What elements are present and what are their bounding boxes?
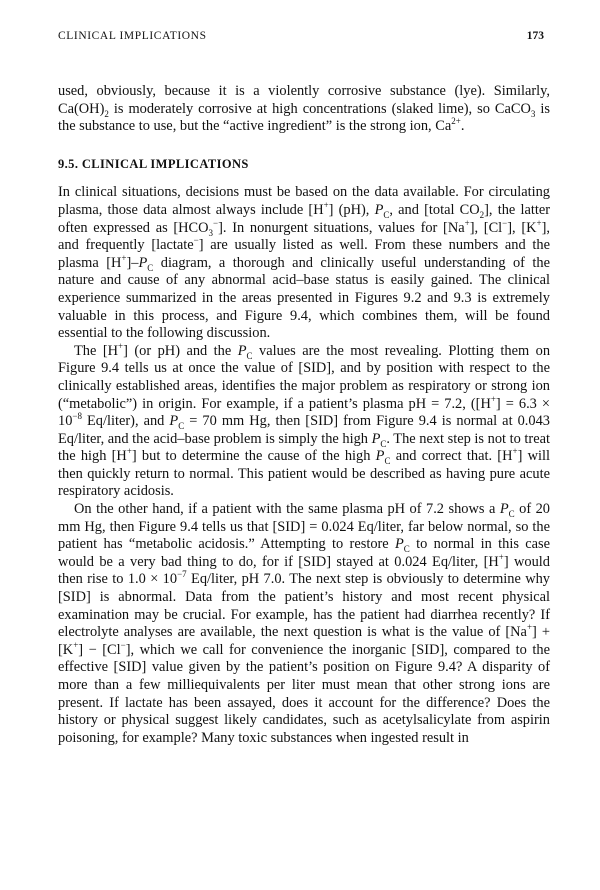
paragraph-ph-pc-values: The [H+] (or pH) and the $P_C$ values are the most revealing. Plotting them on Figure 9.4 tells us at once the value of [SID], and by position with respect to the clinically established areas, identifies the major problem as respiratory or strong ion (“metabolic”) in origin. For example, if a patient’s plasma pH = 7.2, ($[H^+] = 6.3 \times 10^{-8}$ Eq/liter), and $P_C = 70$ mm Hg, then [SID] from Figure 9.4 is normal at 0.043 Eq/liter, and the acid–base problem is simply the high $P_C$. The next step is not to treat the high [H+] but to determine the cause of the high $P_C$ and correct that. [H+] will then quickly return to normal. This patient would be described as having pure acute respiratory acidosis. <box>58 340 551 500</box>
page-number: 173 <box>526 30 544 42</box>
running-title: CLINICAL IMPLICATIONS <box>58 30 207 42</box>
section-heading: 9.5. CLINICAL IMPLICATIONS <box>58 156 249 171</box>
paragraph-continuation: used, obviously, because it is a violently corrosive substance (lye). Similarly, $Ca(OH)_2$ is moderately corrosive at high concentrations (slaked lime), so CaCO$_3$ is the substance to use, but the “active ingredient” is the strong ion, $Ca^{2+}$. <box>58 83 550 135</box>
running-head <box>58 30 544 42</box>
page-body <box>58 83 550 747</box>
paragraph-clinical-data: In clinical situations, decisions must be based on the data available. For circulating plasma, those data almost always include [H+] (pH), $P_C$, and [total $CO_2$], the latter often expressed as $[HCO_3^-]$. In nonurgent situations, values for [Na+], [Cl−], [K+], and frequently [lactate−] are usually listed as well. From these numbers and the plasma $[H^+]-P_C$ diagram, a thorough and clinically useful understanding of the nature and cause of any abnormal acid–base status is easily gained. The clinical experience summarized in the areas presented in Figures 9.2 and 9.3 is extremely valuable in this process, and Figure 9.4, which combines them, will be found essential to the following discussion. <box>58 184 551 342</box>
paragraph-metabolic-acidosis: On the other hand, if a patient with the same plasma pH of 7.2 shows a $P_C$ of 20 mm Hg, then Figure 9.4 tells us that [SID] = 0.024 Eq/liter, far below normal, so the patient has “metabolic acidosis.” Attempting to restore $P_C$ to normal in this case would be a very bad thing to do, for if [SID] stayed at 0.024 Eq/liter, [H+] would then rise to $1.0 \times 10^{-7}$ Eq/liter, pH 7.0. The next step is obviously to determine why [SID] is abnormal. Data from the patient’s history and most recent physical examination may be crucial. For example, has the patient had diarrhea recently? If electrolyte analyses are available, the next question is what is the value of [Na+] + [K+] − [Cl−], which we call for convenience the inorganic [SID], compared to the effective [SID] value given by the patient’s position on Figure 9.4? A disparity of more than a few milliequivalents per liter must mean that other strong ions are present. If lactate has been assayed, does it account for the difference? Does the history or physical suggest likely candidates, such as acetylsalicylate from aspirin poisoning, for example? Many toxic substances when ingested result in <box>58 501 551 746</box>
